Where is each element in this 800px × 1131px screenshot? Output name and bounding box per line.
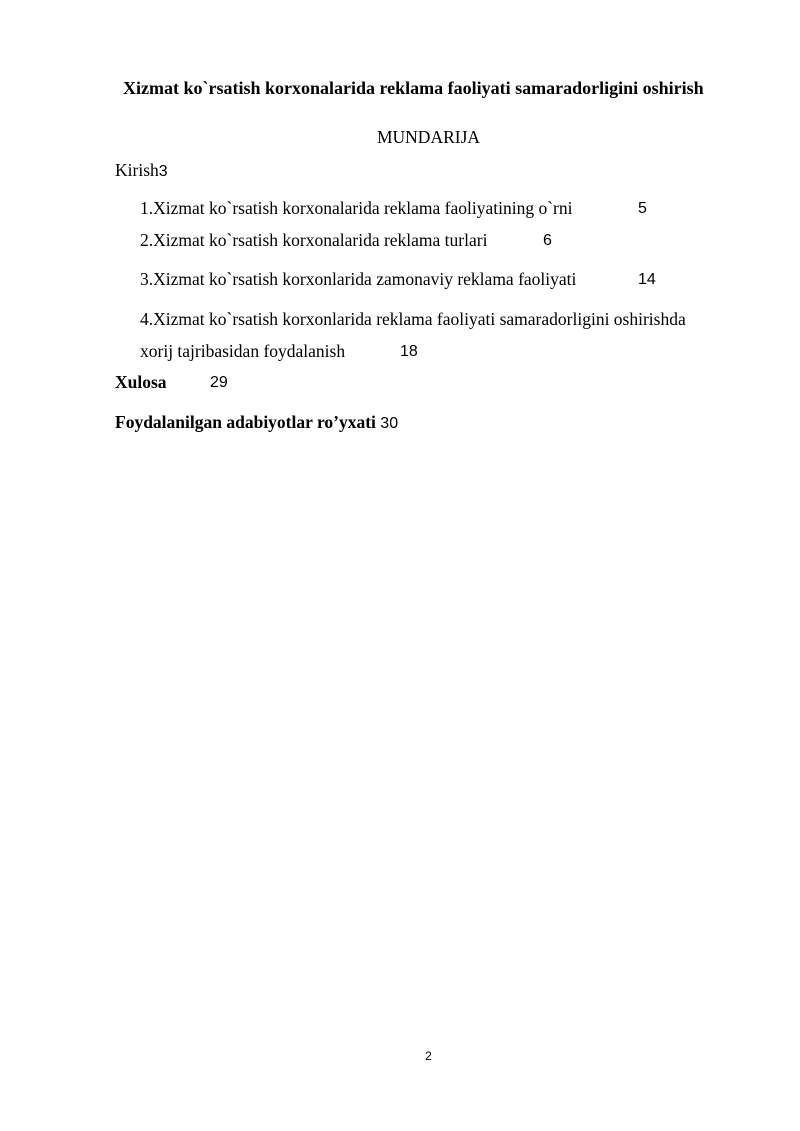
toc-entry-text-line2: xorij tajribasidan foydalanish: [140, 341, 346, 361]
toc-entry-page: 14: [638, 271, 656, 288]
toc-entry-conclusion: [115, 372, 228, 392]
document-title: Xizmat ko`rsatish korxonalarida reklama faoliyati samaradorligini oshirish: [123, 78, 704, 98]
toc-entry-label: Xulosa: [115, 372, 167, 392]
toc-entry-text: 3.Xizmat ko`rsatish korxonlarida zamonaviy reklama faoliyati: [140, 269, 577, 289]
toc-entry-2: [140, 230, 552, 250]
toc-entry-page: 6: [543, 232, 552, 249]
toc-entry-page: 5: [638, 200, 647, 217]
toc-entry-4-continued: [140, 341, 418, 361]
toc-heading: MUNDARIJA: [376, 127, 481, 147]
toc-entry-4: [140, 311, 686, 329]
page-number: 2: [425, 1049, 432, 1063]
toc-entry-text-line1: 4.Xizmat ko`rsatish korxonlarida reklama faoliyati samaradorligini oshirishda: [140, 309, 686, 329]
toc-entry-page: 30: [380, 415, 399, 432]
toc-entry-3: [140, 269, 656, 289]
toc-entry-page: 18: [400, 343, 418, 360]
toc-entry-label: Foydalanilgan adabiyotlar ro’yxati: [115, 412, 376, 432]
toc-entry-intro: [115, 162, 168, 180]
toc-entry-page: 3: [158, 163, 168, 180]
toc-entry-1: [140, 198, 647, 218]
toc-entry-page: 29: [210, 374, 228, 391]
toc-entry-text: 2.Xizmat ko`rsatish korxonalarida reklama turlari: [140, 230, 488, 250]
toc-entry-label: Kirish: [115, 160, 159, 180]
toc-entry-references: [115, 414, 398, 432]
toc-entry-text: 1.Xizmat ko`rsatish korxonalarida reklama faoliyatining o`rni: [140, 198, 573, 218]
